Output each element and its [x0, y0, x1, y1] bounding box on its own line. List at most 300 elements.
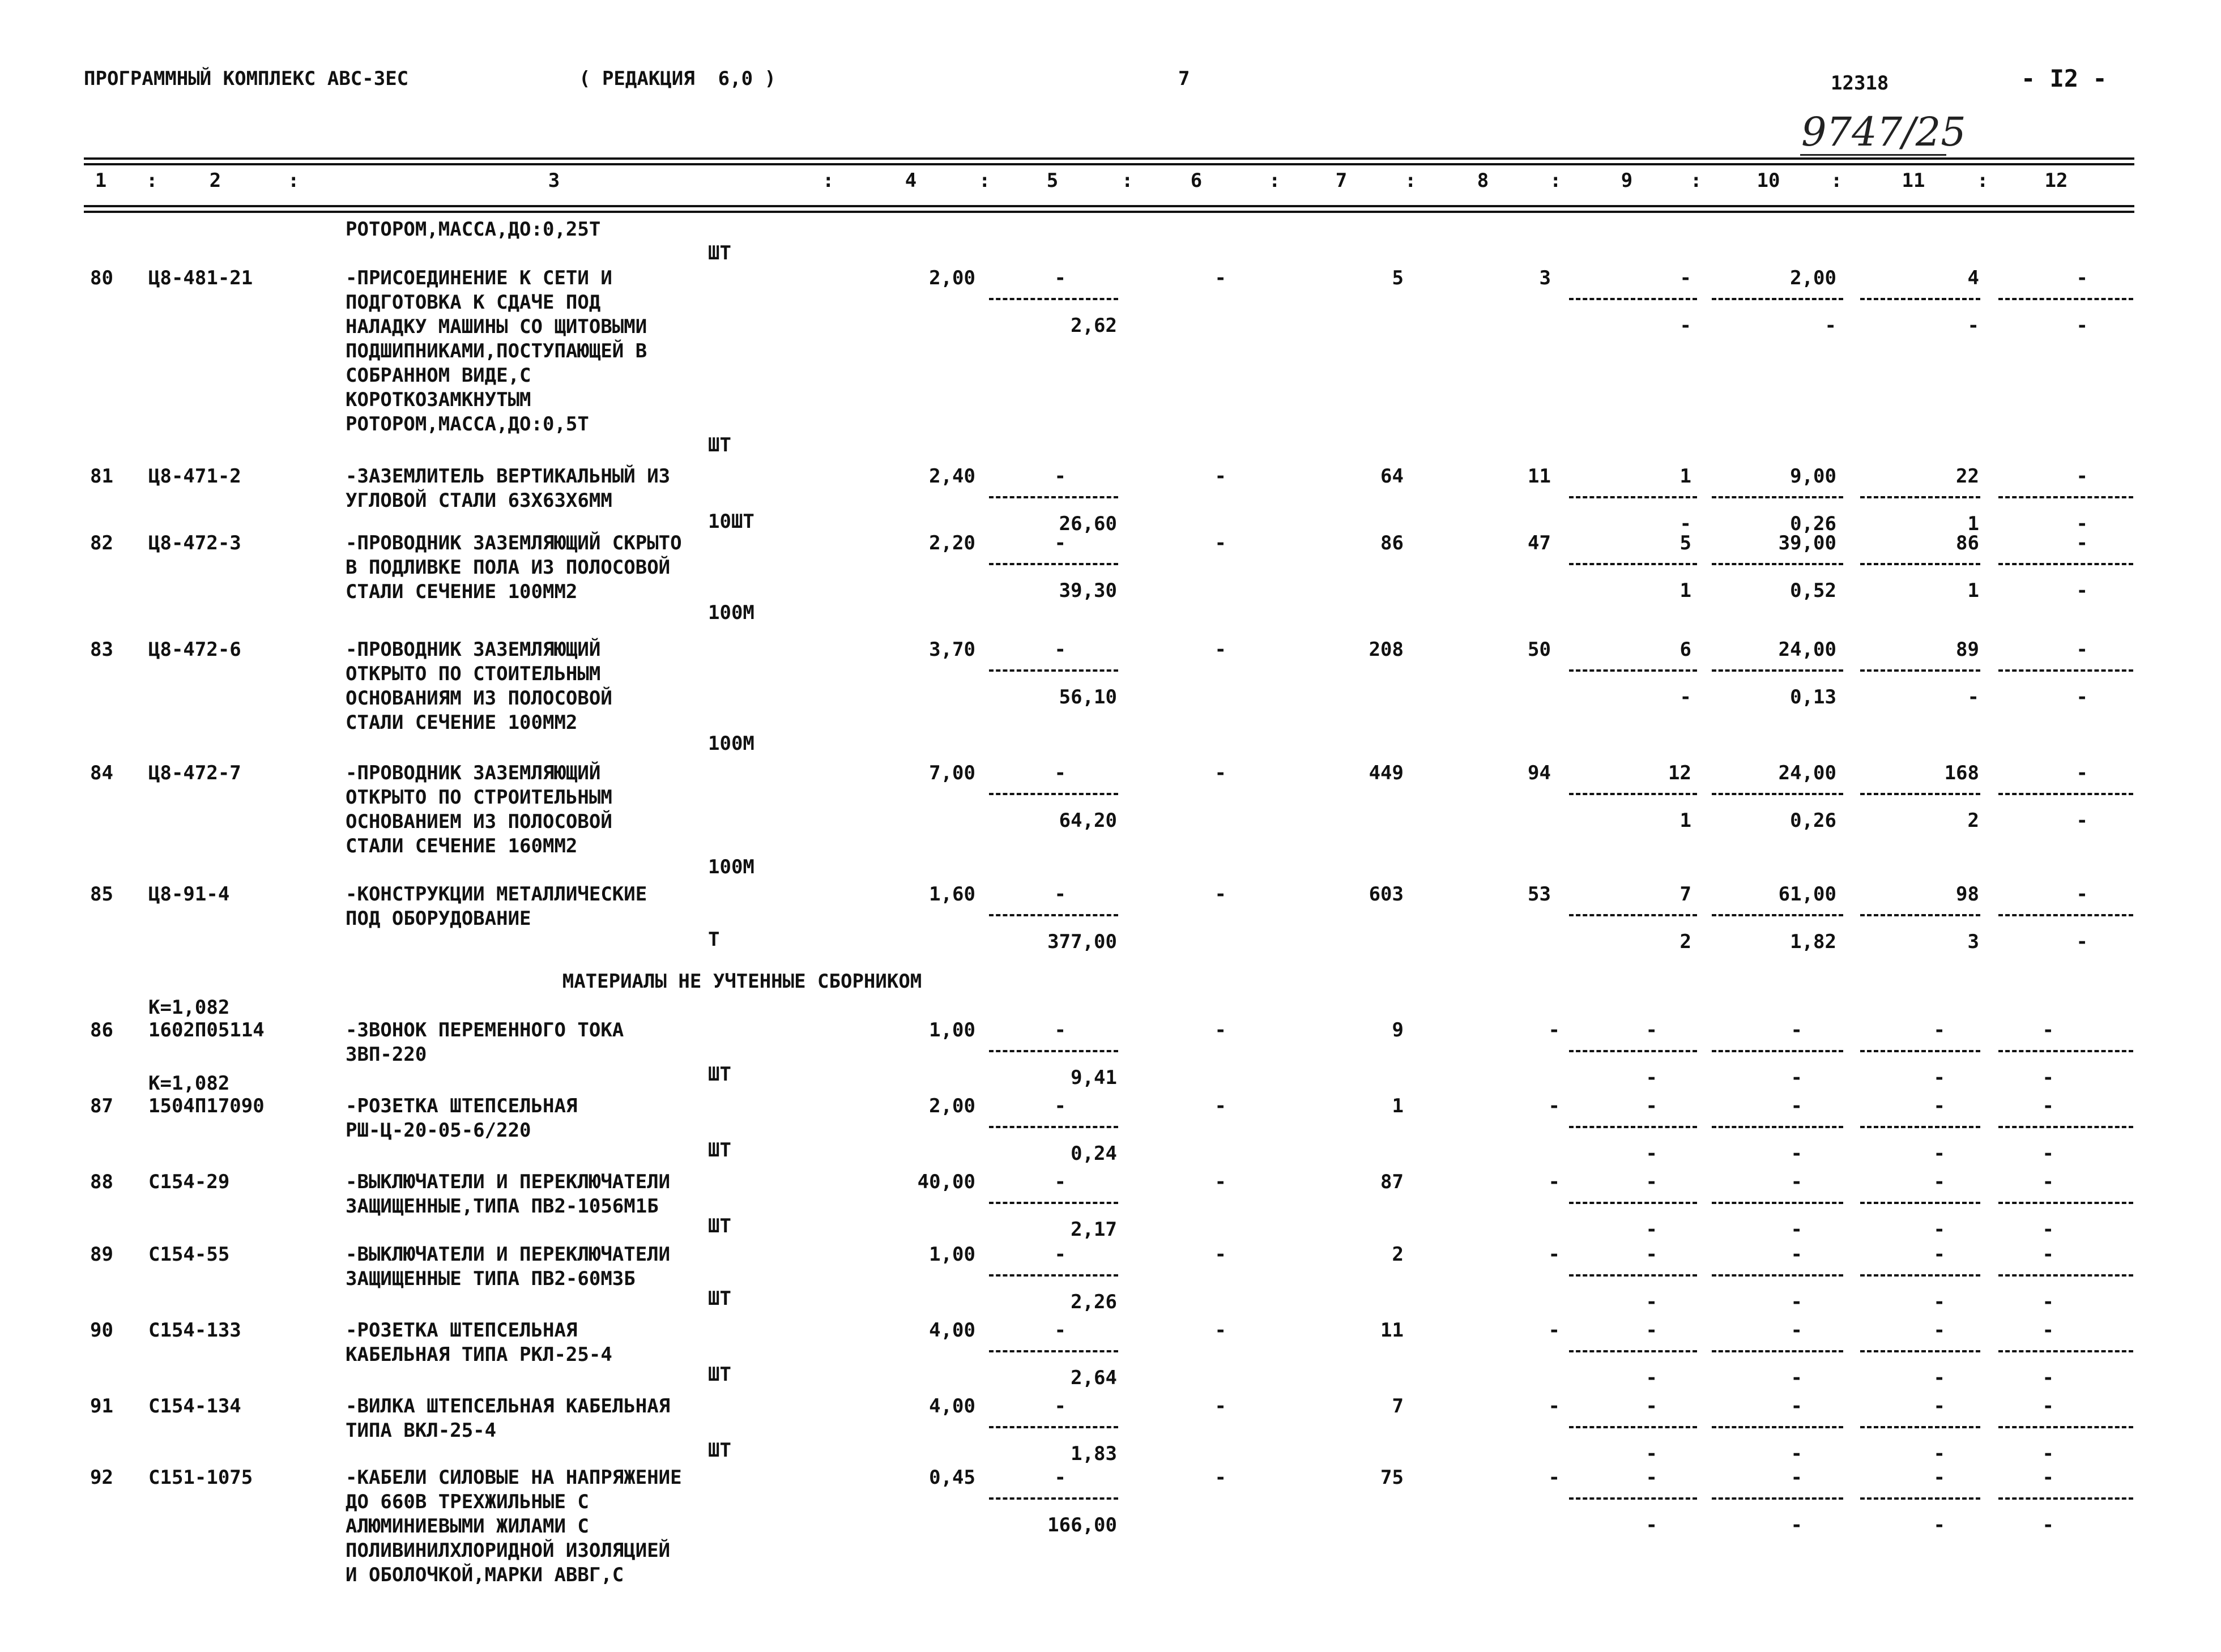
material-c12-fraction-bar [1998, 1050, 2133, 1052]
carryover-name-line: РОТОРОМ,МАССА,ДО:0,25Т [346, 218, 601, 241]
material-c12-fraction-bar [1998, 1126, 2133, 1128]
material-c9-top: - [1645, 1319, 1657, 1342]
material-c12-bottom: - [2042, 1291, 2054, 1313]
col5-fraction-bar [989, 298, 1118, 300]
c11-bottom-value: 3 [1967, 930, 1979, 953]
material-name-line: АЛЮМИНИЕВЫМИ ЖИЛАМИ С [346, 1515, 589, 1538]
c12-bottom-value: - [2076, 579, 2088, 602]
c11-bottom-value: 2 [1967, 809, 1979, 832]
coefficient-label: К=1,082 [148, 1072, 230, 1095]
material-row-number: 92 [90, 1466, 113, 1489]
material-c11-bottom: - [1933, 1142, 1945, 1165]
col5-top-value: - [1054, 465, 1066, 488]
c10-top-value: 9,00 [1790, 465, 1836, 488]
material-col7-value: 7 [1392, 1395, 1404, 1418]
material-col5-fraction-bar [989, 1050, 1118, 1052]
col8-value: 47 [1528, 532, 1551, 554]
material-unit-label: ШТ [708, 1063, 731, 1086]
column-header-1: 1 [95, 169, 107, 192]
material-quantity: 1,00 [929, 1019, 975, 1041]
material-c10-fraction-bar [1712, 1050, 1843, 1052]
column-header-3: 3 [548, 169, 560, 192]
edition-label: ( РЕДАКЦИЯ 6,0 ) [579, 67, 776, 90]
material-c11-fraction-bar [1860, 1497, 1980, 1500]
material-c9-top: - [1645, 1095, 1657, 1117]
c9-bottom-value: - [1679, 314, 1691, 337]
c9-fraction-bar [1569, 793, 1697, 795]
c10-top-value: 39,00 [1778, 532, 1836, 554]
material-c9-fraction-bar [1569, 1202, 1697, 1204]
column-separator: : [1977, 169, 1989, 192]
handwritten-reference: 9747/25 [1801, 109, 1966, 155]
material-c10-fraction-bar [1712, 1126, 1843, 1128]
material-c10-fraction-bar [1712, 1350, 1843, 1352]
col7-value: 5 [1392, 267, 1404, 289]
col6-value: - [1214, 465, 1226, 488]
header-bottom-rule [84, 205, 2134, 213]
quantity-value: 1,60 [929, 883, 975, 906]
material-c10-bottom: - [1791, 1066, 1802, 1089]
material-col5-fraction-bar [989, 1202, 1118, 1204]
material-c9-fraction-bar [1569, 1350, 1697, 1352]
material-c10-top: - [1791, 1243, 1802, 1266]
col5-fraction-bar [989, 563, 1118, 565]
material-name-line: -РОЗЕТКА ШТЕПСЕЛЬНАЯ [346, 1319, 578, 1342]
column-header-4: 4 [905, 169, 917, 192]
item-code: Ц8-91-4 [148, 883, 230, 906]
material-c9-bottom: - [1645, 1367, 1657, 1389]
col5-fraction-bar [989, 793, 1118, 795]
col5-bottom-value: 2,62 [1071, 314, 1117, 337]
c9-bottom-value: - [1679, 686, 1691, 708]
material-c10-fraction-bar [1712, 1497, 1843, 1500]
col6-value: - [1214, 267, 1226, 289]
column-separator: : [146, 169, 158, 192]
material-unit-label: ШТ [708, 1287, 731, 1310]
item-name-line: ПОДШИПНИКАМИ,ПОСТУПАЮЩЕЙ В [346, 340, 647, 362]
material-c11-top: - [1933, 1243, 1945, 1266]
c10-bottom-value: 0,52 [1790, 579, 1836, 602]
material-c12-fraction-bar [1998, 1202, 2133, 1204]
material-row-number: 87 [90, 1095, 113, 1117]
table-top-rule [84, 157, 2134, 165]
material-c10-top: - [1791, 1095, 1802, 1117]
material-row-number: 88 [90, 1171, 113, 1193]
material-col6-value: - [1214, 1466, 1226, 1489]
c10-top-value: 61,00 [1778, 883, 1836, 906]
material-c9-top: - [1645, 1019, 1657, 1041]
c12-top-value: - [2076, 883, 2088, 906]
row-number: 80 [90, 267, 113, 289]
col5-top-value: - [1054, 762, 1066, 784]
materials-section-title: МАТЕРИАЛЫ НЕ УЧТЕННЫЕ СБОРНИКОМ [562, 970, 922, 993]
item-name-line: -ПРОВОДНИК ЗАЗЕМЛЯЮЩИЙ СКРЫТО [346, 532, 682, 554]
material-row-number: 89 [90, 1243, 113, 1266]
material-col5-bottom: 166,00 [1047, 1514, 1117, 1536]
c9-fraction-bar [1569, 298, 1697, 300]
material-code: С154-29 [148, 1171, 230, 1193]
unit-label: ШТ [708, 434, 731, 456]
material-col7-value: 11 [1380, 1319, 1404, 1342]
unit-label: Т [708, 928, 720, 951]
c9-top-value: 1 [1679, 465, 1691, 488]
item-name-line: -ПРОВОДНИК ЗАЗЕМЛЯЮЩИЙ [346, 638, 601, 661]
c9-fraction-bar [1569, 914, 1697, 916]
unit-label: 100М [708, 856, 754, 878]
material-code: 1504П17090 [148, 1095, 265, 1117]
col7-value: 603 [1369, 883, 1404, 906]
quantity-value: 2,20 [929, 532, 975, 554]
item-name-line: СТАЛИ СЕЧЕНИЕ 100ММ2 [346, 711, 578, 734]
col5-fraction-bar [989, 914, 1118, 916]
material-col7-value: 87 [1380, 1171, 1404, 1193]
material-name-line: ЗАЩИЩЕННЫЕ,ТИПА ПВ2-1056М1Б [346, 1195, 659, 1218]
item-name-line: СТАЛИ СЕЧЕНИЕ 160ММ2 [346, 835, 578, 857]
c9-top-value: 5 [1679, 532, 1691, 554]
item-name-line: -ПРОВОДНИК ЗАЗЕМЛЯЮЩИЙ [346, 762, 601, 784]
material-c12-fraction-bar [1998, 1497, 2133, 1500]
c12-fraction-bar [1998, 563, 2133, 565]
material-c11-bottom: - [1933, 1218, 1945, 1241]
c10-fraction-bar [1712, 496, 1843, 498]
material-c12-bottom: - [2042, 1367, 2054, 1389]
item-name-line: -ЗАЗЕМЛИТЕЛЬ ВЕРТИКАЛЬНЫЙ ИЗ [346, 465, 671, 488]
page-number: - I2 - [2021, 65, 2107, 92]
material-c12-top: - [2042, 1019, 2054, 1041]
material-c12-top: - [2042, 1095, 2054, 1117]
c12-bottom-value: - [2076, 513, 2088, 535]
material-name-line: ТИПА ВКЛ-25-4 [346, 1419, 497, 1442]
column-separator: : [979, 169, 991, 192]
item-name-line: ОСНОВАНИЯМ ИЗ ПОЛОСОВОЙ [346, 687, 612, 710]
item-code: Ц8-471-2 [148, 465, 241, 488]
material-c12-top: - [2042, 1243, 2054, 1266]
material-c11-fraction-bar [1860, 1426, 1980, 1428]
material-c10-fraction-bar [1712, 1426, 1843, 1428]
material-c11-bottom: - [1933, 1066, 1945, 1089]
row-number: 82 [90, 532, 113, 554]
material-c9-fraction-bar [1569, 1050, 1697, 1052]
material-col5-fraction-bar [989, 1426, 1118, 1428]
column-separator: : [1405, 169, 1417, 192]
c12-top-value: - [2076, 465, 2088, 488]
c11-top-value: 98 [1956, 883, 1979, 906]
col6-value: - [1214, 762, 1226, 784]
material-c10-bottom: - [1791, 1142, 1802, 1165]
c11-bottom-value: 1 [1967, 579, 1979, 602]
item-name-line: В ПОДЛИВКЕ ПОЛА ИЗ ПОЛОСОВОЙ [346, 556, 671, 579]
material-name-line: ДО 660В ТРЕХЖИЛЬНЫЕ С [346, 1491, 589, 1513]
quantity-value: 3,70 [929, 638, 975, 661]
material-unit-label: ШТ [708, 1363, 731, 1386]
material-c10-top: - [1791, 1319, 1802, 1342]
col5-top-value: - [1054, 267, 1066, 289]
material-c9-fraction-bar [1569, 1274, 1697, 1277]
c11-top-value: 4 [1967, 267, 1979, 289]
material-c9-fraction-bar [1569, 1497, 1697, 1500]
row-number: 81 [90, 465, 113, 488]
material-col7-value: 75 [1380, 1466, 1404, 1489]
unit-label: 10ШТ [708, 510, 754, 533]
c12-fraction-bar [1998, 298, 2133, 300]
c12-top-value: - [2076, 762, 2088, 784]
material-col5-bottom: 2,26 [1071, 1291, 1117, 1313]
c11-bottom-value: 1 [1967, 513, 1979, 535]
item-name-line: ОТКРЫТО ПО СТОИТЕЛЬНЫМ [346, 663, 601, 685]
material-col5-top: - [1054, 1466, 1066, 1489]
column-separator: : [822, 169, 834, 192]
material-c10-top: - [1791, 1466, 1802, 1489]
column-separator: : [288, 169, 300, 192]
col5-top-value: - [1054, 883, 1066, 906]
c12-fraction-bar [1998, 914, 2133, 916]
c10-bottom-value: - [1824, 314, 1836, 337]
section-number: 7 [1178, 67, 1190, 90]
material-name-line: ПОЛИВИНИЛХЛОРИДНОЙ ИЗОЛЯЦИЕЙ [346, 1539, 671, 1562]
c10-bottom-value: 0,26 [1790, 513, 1836, 535]
material-c10-top: - [1791, 1395, 1802, 1418]
material-c12-fraction-bar [1998, 1426, 2133, 1428]
column-header-2: 2 [209, 169, 221, 192]
material-c11-top: - [1933, 1466, 1945, 1489]
c10-fraction-bar [1712, 669, 1843, 672]
material-code: С154-134 [148, 1395, 241, 1418]
quantity-value: 2,40 [929, 465, 975, 488]
item-name-line: ОСНОВАНИЕМ ИЗ ПОЛОСОВОЙ [346, 810, 612, 833]
column-separator: : [1831, 169, 1843, 192]
unit-label: 100М [708, 601, 754, 624]
material-col7-value: 1 [1392, 1095, 1404, 1117]
c12-top-value: - [2076, 532, 2088, 554]
c12-fraction-bar [1998, 793, 2133, 795]
c11-bottom-value: - [1967, 686, 1979, 708]
material-quantity: 40,00 [917, 1171, 975, 1193]
material-c9-fraction-bar [1569, 1426, 1697, 1428]
material-col5-bottom: 9,41 [1071, 1066, 1117, 1089]
row-number: 84 [90, 762, 113, 784]
material-c12-bottom: - [2042, 1442, 2054, 1465]
material-c12-top: - [2042, 1319, 2054, 1342]
handwritten-underline [1800, 154, 1946, 156]
row-number: 85 [90, 883, 113, 906]
c12-bottom-value: - [2076, 686, 2088, 708]
material-name-line: -КАБЕЛИ СИЛОВЫЕ НА НАПРЯЖЕНИЕ [346, 1466, 682, 1489]
col8-value: 50 [1528, 638, 1551, 661]
material-c10-bottom: - [1791, 1218, 1802, 1241]
material-c11-fraction-bar [1860, 1350, 1980, 1352]
c9-fraction-bar [1569, 669, 1697, 672]
column-header-5: 5 [1046, 169, 1059, 192]
quantity-value: 2,00 [929, 267, 975, 289]
material-c9-top: - [1645, 1466, 1657, 1489]
c12-bottom-value: - [2076, 809, 2088, 832]
c11-top-value: 168 [1944, 762, 1979, 784]
material-name-line: ЗВП-220 [346, 1043, 427, 1066]
material-col5-top: - [1054, 1095, 1066, 1117]
column-header-12: 12 [2044, 169, 2068, 192]
col5-fraction-bar [989, 496, 1118, 498]
col8-value: 11 [1528, 465, 1551, 488]
material-col5-top: - [1054, 1395, 1066, 1418]
item-name-line: -ПРИСОЕДИНЕНИЕ К СЕТИ И [346, 267, 612, 289]
material-c11-fraction-bar [1860, 1274, 1980, 1277]
material-name-line: -ЗВОНОК ПЕРЕМЕННОГО ТОКА [346, 1019, 624, 1041]
col6-value: - [1214, 638, 1226, 661]
material-quantity: 0,45 [929, 1466, 975, 1489]
material-c11-bottom: - [1933, 1367, 1945, 1389]
material-col8-value: - [1548, 1095, 1560, 1117]
material-c9-bottom: - [1645, 1218, 1657, 1241]
c10-bottom-value: 0,26 [1790, 809, 1836, 832]
row-number: 83 [90, 638, 113, 661]
c11-fraction-bar [1860, 793, 1980, 795]
c12-bottom-value: - [2076, 930, 2088, 953]
material-name-line: ЗАЩИЩЕННЫЕ ТИПА ПВ2-60М3Б [346, 1267, 636, 1290]
material-code: С151-1075 [148, 1466, 253, 1489]
material-col7-value: 2 [1392, 1243, 1404, 1266]
col8-value: 94 [1528, 762, 1551, 784]
material-col8-value: - [1548, 1243, 1560, 1266]
col5-top-value: - [1054, 532, 1066, 554]
material-c9-fraction-bar [1569, 1126, 1697, 1128]
column-header-9: 9 [1621, 169, 1633, 192]
material-c12-fraction-bar [1998, 1350, 2133, 1352]
item-name-line: СОБРАННОМ ВИДЕ,С [346, 364, 531, 387]
col5-fraction-bar [989, 669, 1118, 672]
col8-value: 3 [1539, 267, 1551, 289]
item-name-line: -КОНСТРУКЦИИ МЕТАЛЛИЧЕСКИЕ [346, 883, 647, 906]
material-name-line: РШ-Ц-20-05-6/220 [346, 1119, 531, 1142]
material-c12-fraction-bar [1998, 1274, 2133, 1277]
col7-value: 64 [1380, 465, 1404, 488]
material-c12-bottom: - [2042, 1218, 2054, 1241]
material-c9-bottom: - [1645, 1291, 1657, 1313]
material-col8-value: - [1548, 1466, 1560, 1489]
material-c11-top: - [1933, 1319, 1945, 1342]
col5-bottom-value: 377,00 [1047, 930, 1117, 953]
c10-bottom-value: 0,13 [1790, 686, 1836, 708]
c10-top-value: 24,00 [1778, 762, 1836, 784]
c12-bottom-value: - [2076, 314, 2088, 337]
column-separator: : [1269, 169, 1281, 192]
material-col5-fraction-bar [989, 1126, 1118, 1128]
material-col6-value: - [1214, 1019, 1226, 1041]
material-c9-bottom: - [1645, 1066, 1657, 1089]
material-col5-top: - [1054, 1319, 1066, 1342]
material-c9-bottom: - [1645, 1142, 1657, 1165]
material-col5-top: - [1054, 1019, 1066, 1041]
material-c11-top: - [1933, 1395, 1945, 1418]
c10-fraction-bar [1712, 914, 1843, 916]
material-unit-label: ШТ [708, 1215, 731, 1237]
c9-bottom-value: 1 [1679, 809, 1691, 832]
material-col5-fraction-bar [989, 1350, 1118, 1352]
item-name-line: НАЛАДКУ МАШИНЫ СО ЩИТОВЫМИ [346, 315, 647, 338]
col5-bottom-value: 39,30 [1059, 579, 1117, 602]
material-col5-bottom: 2,64 [1071, 1367, 1117, 1389]
item-code: Ц8-481-21 [148, 267, 253, 289]
c10-fraction-bar [1712, 793, 1843, 795]
c12-top-value: - [2076, 638, 2088, 661]
column-header-7: 7 [1335, 169, 1348, 192]
material-c10-bottom: - [1791, 1442, 1802, 1465]
col6-value: - [1214, 532, 1226, 554]
c12-top-value: - [2076, 267, 2088, 289]
column-header-11: 11 [1902, 169, 1925, 192]
c9-top-value: - [1679, 267, 1691, 289]
material-c11-top: - [1933, 1095, 1945, 1117]
col8-value: 53 [1528, 883, 1551, 906]
material-c12-top: - [2042, 1466, 2054, 1489]
material-c11-fraction-bar [1860, 1202, 1980, 1204]
material-c10-fraction-bar [1712, 1202, 1843, 1204]
item-code: Ц8-472-3 [148, 532, 241, 554]
material-c10-top: - [1791, 1019, 1802, 1041]
c9-bottom-value: 1 [1679, 579, 1691, 602]
item-name-line: КОРОТКОЗАМКНУТЫМ [346, 389, 531, 411]
col6-value: - [1214, 883, 1226, 906]
column-separator: : [1690, 169, 1702, 192]
c9-fraction-bar [1569, 563, 1697, 565]
material-col5-top: - [1054, 1171, 1066, 1193]
document-code: 12318 [1831, 72, 1889, 95]
material-col6-value: - [1214, 1319, 1226, 1342]
item-name-line: ОТКРЫТО ПО СТРОИТЕЛЬНЫМ [346, 786, 612, 809]
item-name-line: РОТОРОМ,МАССА,ДО:0,5Т [346, 413, 589, 436]
c11-bottom-value: - [1967, 314, 1979, 337]
column-header-8: 8 [1477, 169, 1489, 192]
c10-bottom-value: 1,82 [1790, 930, 1836, 953]
material-col6-value: - [1214, 1243, 1226, 1266]
column-header-10: 10 [1757, 169, 1780, 192]
material-name-line: -РОЗЕТКА ШТЕПСЕЛЬНАЯ [346, 1095, 578, 1117]
c11-top-value: 22 [1956, 465, 1979, 488]
material-c9-top: - [1645, 1395, 1657, 1418]
program-title: ПРОГРАММНЫЙ КОМПЛЕКС АВС-3ЕС [84, 67, 409, 90]
material-c9-bottom: - [1645, 1442, 1657, 1465]
material-col6-value: - [1214, 1171, 1226, 1193]
c11-fraction-bar [1860, 563, 1980, 565]
material-c11-bottom: - [1933, 1442, 1945, 1465]
c9-top-value: 6 [1679, 638, 1691, 661]
c11-fraction-bar [1860, 914, 1980, 916]
material-quantity: 4,00 [929, 1395, 975, 1418]
c9-top-value: 7 [1679, 883, 1691, 906]
col7-value: 449 [1369, 762, 1404, 784]
material-row-number: 91 [90, 1395, 113, 1418]
col7-value: 208 [1369, 638, 1404, 661]
material-c9-bottom: - [1645, 1514, 1657, 1536]
material-unit-label: ШТ [708, 1139, 731, 1162]
material-unit-label: ШТ [708, 1439, 731, 1462]
material-c10-bottom: - [1791, 1291, 1802, 1313]
material-quantity: 4,00 [929, 1319, 975, 1342]
material-c12-bottom: - [2042, 1142, 2054, 1165]
c11-top-value: 89 [1956, 638, 1979, 661]
material-name-line: -ВИЛКА ШТЕПСЕЛЬНАЯ КАБЕЛЬНАЯ [346, 1395, 671, 1418]
material-code: 1602П05114 [148, 1019, 265, 1041]
c9-top-value: 12 [1668, 762, 1691, 784]
material-c12-bottom: - [2042, 1066, 2054, 1089]
c10-fraction-bar [1712, 563, 1843, 565]
quantity-value: 7,00 [929, 762, 975, 784]
material-col8-value: - [1548, 1019, 1560, 1041]
material-name-line: КАБЕЛЬНАЯ ТИПА РКЛ-25-4 [346, 1343, 612, 1366]
column-separator: : [1550, 169, 1562, 192]
material-c12-top: - [2042, 1171, 2054, 1193]
c12-fraction-bar [1998, 496, 2133, 498]
material-c12-bottom: - [2042, 1514, 2054, 1536]
